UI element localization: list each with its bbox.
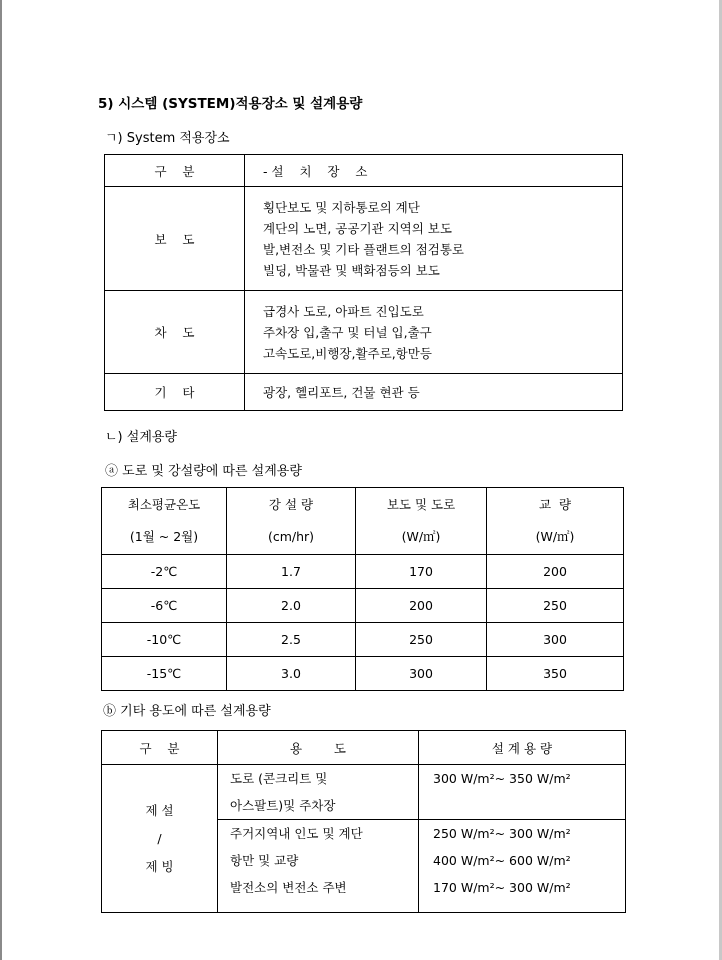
header-label: 최소평균온도 [127,497,201,512]
header-snowfall [227,488,356,555]
cell-sidewalk: 300 [356,657,487,691]
table-row [105,291,623,374]
header-use: 용 도 [218,731,419,765]
snowfall-capacity-table [101,487,624,691]
header-label: 강 설 량 [268,497,314,512]
row-category: 기 타 [105,374,245,411]
use-cell [218,820,419,913]
site-line: 주차장 입,출구 및 터널 입,출구 [263,324,432,340]
site-line: 빌딩, 박물관 및 백화점등의 보도 [263,262,440,278]
use-line: 발전소의 변전소 주변 [230,880,347,895]
cell-sidewalk: 170 [356,555,487,589]
capacity-line: 400 W/m²~ 600 W/m² [433,853,571,868]
capacity-line: 250 W/m²~ 300 W/m² [433,826,571,841]
row-category: 보 도 [105,187,245,291]
section-b-heading: ㄴ) 설계용량 [105,430,177,445]
header-bridge [487,488,624,555]
table-row [102,555,624,589]
row-sites [245,374,623,411]
section-a-heading: ㄱ) System 적용장소 [105,131,230,146]
cell-sidewalk: 200 [356,589,487,623]
cell-temp: -15℃ [102,657,227,691]
page-left-edge [0,0,2,960]
site-line: 횡단보도 및 지하통로의 계단 [263,199,420,215]
category-line: 제 빙 [145,858,174,874]
cell-snowfall: 3.0 [227,657,356,691]
sub-a-heading: ⓐ 도로 및 강설량에 따른 설계용량 [105,464,302,479]
header-unit: (1월 ~ 2월) [129,529,199,544]
site-line: 계단의 노면, 공공기관 지역의 보도 [263,220,452,236]
header-label: 보도 및 도로 [386,497,456,512]
cell-snowfall: 2.0 [227,589,356,623]
header-category: 구 분 [102,731,218,765]
cell-temp: -10℃ [102,623,227,657]
site-line: 급경사 도로, 아파트 진입도로 [263,303,424,319]
table-header-row [105,155,623,187]
other-use-capacity-table [101,730,626,913]
site-line: 고속도로,비행장,활주로,항만등 [263,345,432,361]
sub-b-heading: ⓑ 기타 용도에 따른 설계용량 [103,704,271,719]
table-header-row [102,731,626,765]
capacity-line: 300 W/m²~ 350 W/m² [433,771,571,786]
category-cell [102,765,218,913]
use-line: 주거지역내 인도 및 계단 [230,826,363,841]
cell-bridge: 200 [487,555,624,589]
site-line: 발,변전소 및 기타 플랜트의 점검통로 [263,241,464,257]
table-row [102,589,624,623]
capacity-line: 170 W/m²~ 300 W/m² [433,880,571,895]
cell-snowfall: 1.7 [227,555,356,589]
cell-sidewalk: 250 [356,623,487,657]
category-line: 제 설 [145,802,174,818]
header-unit: (W/㎡) [401,529,441,544]
capacity-cell [419,820,626,913]
row-category: 차 도 [105,291,245,374]
header-sidewalk-road [356,488,487,555]
use-line: 도로 (콘크리트 및 [230,771,328,786]
header-min-temp [102,488,227,555]
category-line: / [157,830,162,846]
header-label: 교 량 [538,497,572,512]
table-row [105,374,623,411]
site-line: 광장, 헬리포트, 건물 현관 등 [263,384,420,400]
table-row [102,765,626,820]
header-capacity: 설 계 용 량 [419,731,626,765]
cell-temp: -6℃ [102,589,227,623]
header-category: 구 분 [105,155,245,187]
cell-bridge: 350 [487,657,624,691]
header-unit: (cm/hr) [267,529,315,544]
table-row [102,657,624,691]
cell-temp: -2℃ [102,555,227,589]
cell-bridge: 250 [487,589,624,623]
table-row [105,187,623,291]
use-line: 아스팔트)및 주차장 [230,798,336,813]
row-sites [245,187,623,291]
row-sites [245,291,623,374]
table-header-row [102,488,624,555]
cell-bridge: 300 [487,623,624,657]
header-sites: - 설 치 장 소 [245,155,623,187]
installation-sites-table [104,154,623,411]
section-title: 5) 시스템 (SYSTEM)적용장소 및 설계용량 [98,96,363,112]
use-line: 항만 및 교량 [230,853,299,868]
table-row [102,623,624,657]
capacity-cell [419,765,626,820]
use-cell [218,765,419,820]
cell-snowfall: 2.5 [227,623,356,657]
header-unit: (W/㎡) [535,529,575,544]
